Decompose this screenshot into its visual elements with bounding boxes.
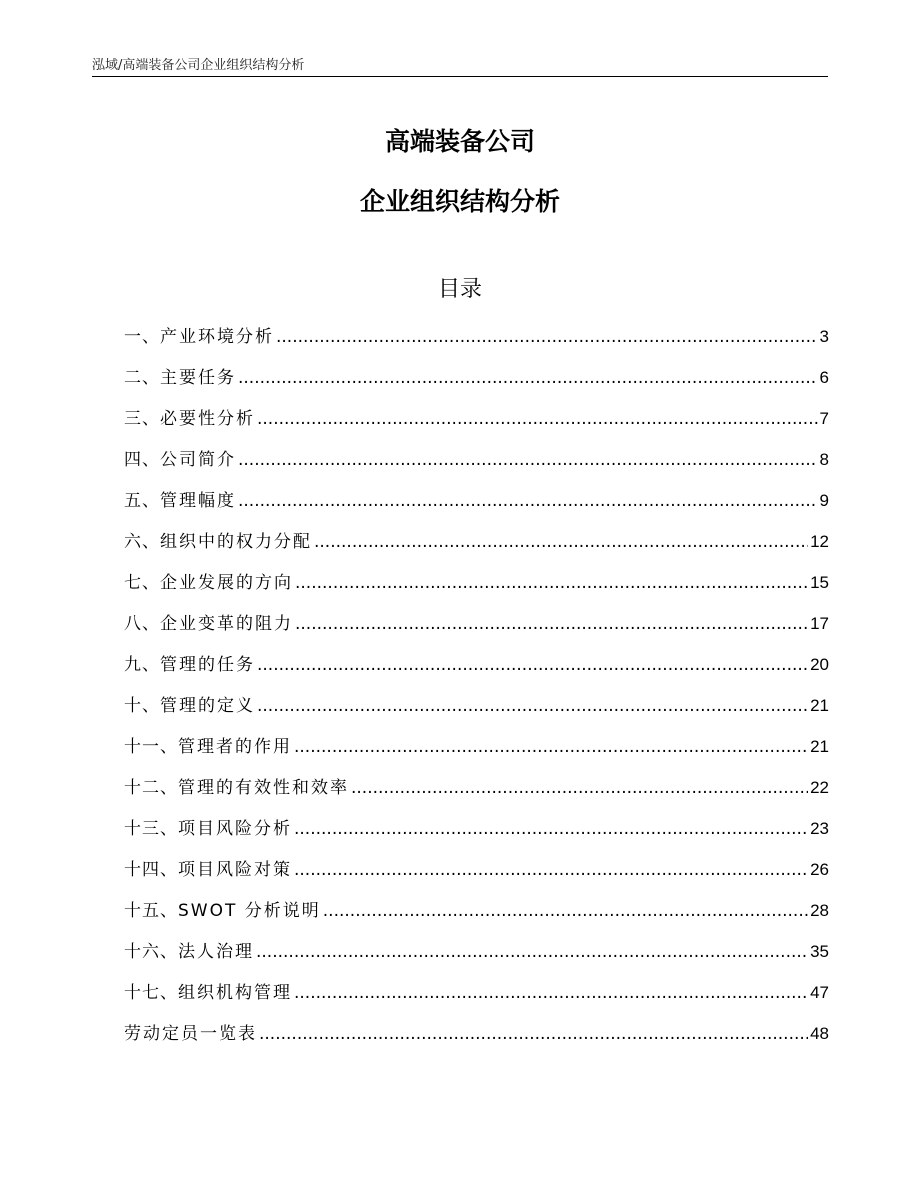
- toc-entry-page: 22: [810, 778, 829, 797]
- toc-dot-leader: [295, 568, 808, 598]
- toc-entry[interactable]: [124, 322, 829, 363]
- toc-entry[interactable]: [124, 1019, 829, 1060]
- toc-entry-number: 一、: [124, 327, 160, 347]
- toc-dot-leader: [294, 814, 808, 844]
- toc-entry-title: 管理的任务: [160, 655, 255, 675]
- toc-entry-number: 七、: [124, 573, 160, 593]
- toc-entry-number: 三、: [124, 409, 160, 429]
- toc-dot-leader: [257, 691, 808, 721]
- toc-entry[interactable]: [124, 404, 829, 445]
- toc-entry-number: 二、: [124, 368, 160, 388]
- toc-entry-title: 主要任务: [160, 368, 236, 388]
- toc-entry-number: 六、: [124, 532, 160, 552]
- toc-dot-leader: [238, 363, 818, 393]
- running-header: [92, 50, 828, 77]
- toc-entry-number: 八、: [124, 614, 160, 634]
- toc-entry-title: 管理幅度: [160, 491, 236, 511]
- toc-entry[interactable]: [124, 609, 829, 650]
- toc-entry[interactable]: [124, 937, 829, 978]
- toc-entry-number: 十六、: [124, 942, 178, 962]
- toc-entry-page: 23: [810, 819, 829, 838]
- toc-entry[interactable]: [124, 691, 829, 732]
- toc-entry-title: 项目风险分析: [178, 819, 292, 839]
- toc-entry-title: 管理的定义: [160, 696, 255, 716]
- toc-entry[interactable]: [124, 568, 829, 609]
- toc-entry-number: 九、: [124, 655, 160, 675]
- toc-dot-leader: [256, 937, 808, 967]
- toc-dot-leader: [295, 609, 808, 639]
- toc-entry-page: 6: [819, 368, 829, 387]
- toc-entry-page: 21: [810, 696, 829, 715]
- toc-entry-number: 四、: [124, 450, 160, 470]
- toc-entry-page: 20: [810, 655, 829, 674]
- toc-entry-page: 28: [810, 901, 829, 920]
- toc-entry-title: 管理的有效性和效率: [178, 778, 349, 798]
- toc-entry[interactable]: [124, 814, 829, 855]
- document-title-line-2: 企业组织结构分析: [359, 187, 560, 216]
- toc-dot-leader: [294, 732, 808, 762]
- toc-entry[interactable]: [124, 527, 829, 568]
- toc-entry-page: 9: [819, 491, 829, 510]
- toc-entry-title: 组织机构管理: [178, 983, 292, 1003]
- toc-entry-page: 12: [810, 532, 829, 551]
- toc-entry-number: 十一、: [124, 737, 178, 757]
- toc-dot-leader: [294, 978, 808, 1008]
- toc-entry-title: 项目风险对策: [178, 860, 292, 880]
- toc-entry-title: 劳动定员一览表: [124, 1024, 257, 1044]
- toc-entry[interactable]: [124, 896, 829, 937]
- toc-entry-number: 十五、: [124, 901, 178, 921]
- toc-dot-leader: [257, 404, 818, 434]
- toc-entry-title: 必要性分析: [160, 409, 255, 429]
- toc-entry-page: 35: [810, 942, 829, 961]
- toc-entry-page: 8: [819, 450, 829, 469]
- toc-entry[interactable]: [124, 650, 829, 691]
- toc-entry[interactable]: [124, 732, 829, 773]
- toc-dot-leader: [323, 896, 808, 926]
- toc-entry-number: 十三、: [124, 819, 178, 839]
- toc-entry-page: 3: [819, 327, 829, 346]
- toc-entry-title: 组织中的权力分配: [160, 532, 312, 552]
- toc-entry[interactable]: [124, 363, 829, 404]
- toc-dot-leader: [351, 773, 808, 803]
- toc-dot-leader: [276, 322, 818, 352]
- toc-dot-leader: [238, 445, 818, 475]
- toc-entry-title: 企业发展的方向: [160, 573, 293, 593]
- document-title-line-1: 高端装备公司: [384, 127, 535, 156]
- toc-entry-number: 五、: [124, 491, 160, 511]
- toc-dot-leader: [238, 486, 818, 516]
- toc-entry-page: 15: [810, 573, 829, 592]
- toc-entry[interactable]: [124, 978, 829, 1019]
- toc-dot-leader: [314, 527, 808, 557]
- toc-entry-page: 17: [810, 614, 829, 633]
- toc-heading: 目录: [437, 277, 482, 302]
- toc-entry[interactable]: [124, 855, 829, 896]
- toc-entry-number: 十七、: [124, 983, 178, 1003]
- toc-entry-title: 法人治理: [178, 942, 254, 962]
- toc-entry-page: 48: [810, 1024, 829, 1043]
- toc-entry-number: 十四、: [124, 860, 178, 880]
- toc-entry-number: 十二、: [124, 778, 178, 798]
- toc-entry[interactable]: [124, 445, 829, 486]
- table-of-contents: [124, 322, 829, 1060]
- toc-entry-title: 产业环境分析: [160, 327, 274, 347]
- toc-entry-page: 26: [810, 860, 829, 879]
- toc-entry-title: 企业变革的阻力: [160, 614, 293, 634]
- toc-entry-number: 十、: [124, 696, 160, 716]
- toc-dot-leader: [257, 650, 808, 680]
- toc-entry-title: 公司简介: [160, 450, 236, 470]
- toc-dot-leader: [259, 1019, 808, 1049]
- toc-entry[interactable]: [124, 773, 829, 814]
- toc-entry-page: 47: [810, 983, 829, 1002]
- toc-entry-title: 管理者的作用: [178, 737, 292, 757]
- toc-entry-page: 21: [810, 737, 829, 756]
- toc-entry-title: SWOT 分析说明: [178, 901, 321, 921]
- toc-entry-page: 7: [819, 409, 829, 428]
- running-header-text: 泓域/高端装备公司企业组织结构分析: [92, 58, 305, 73]
- toc-entry[interactable]: [124, 486, 829, 527]
- toc-dot-leader: [294, 855, 808, 885]
